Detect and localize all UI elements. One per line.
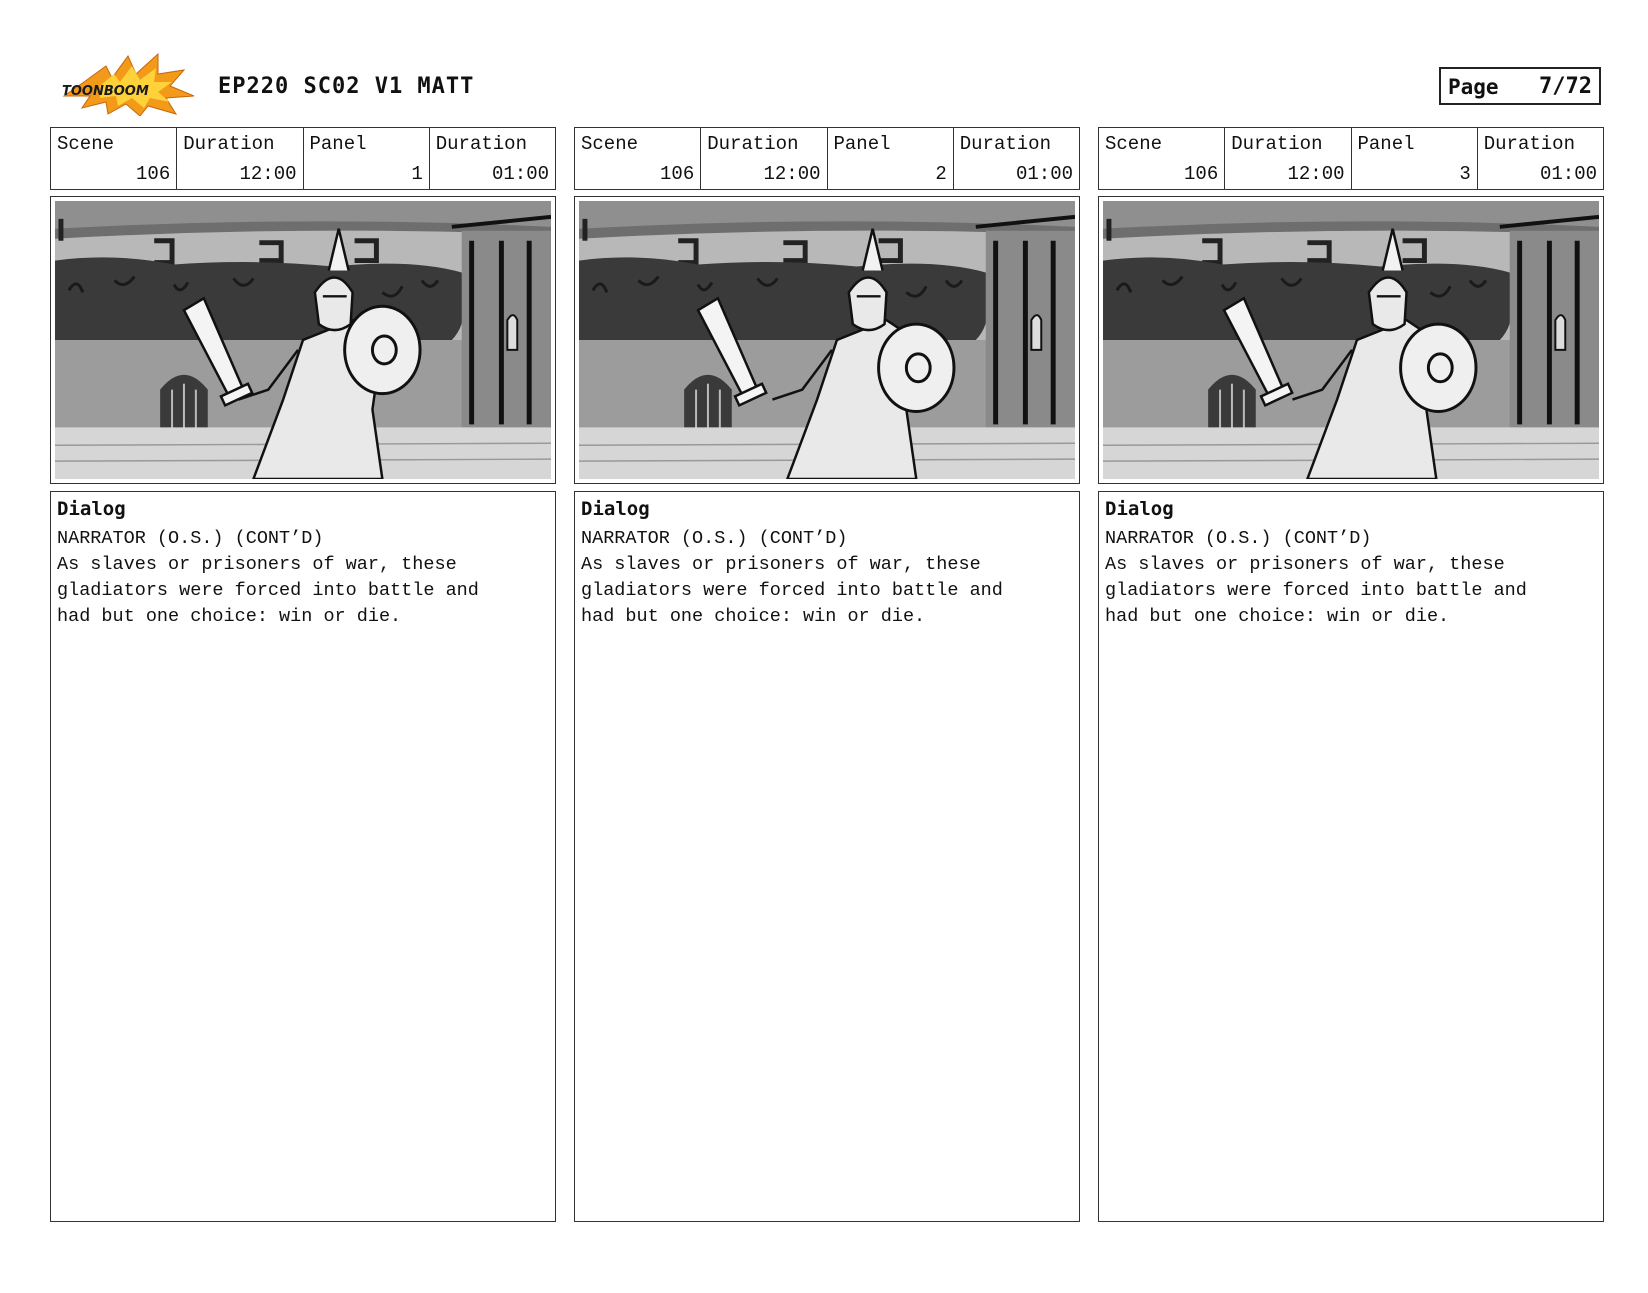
- dialog-line: had but one choice: win or die.: [581, 606, 926, 627]
- dialog-speaker: NARRATOR (O.S.) (CONT’D): [1105, 528, 1372, 549]
- panel-label: Panel: [309, 133, 367, 155]
- panel-duration-value: 01:00: [1539, 163, 1597, 185]
- panel-label: Panel: [1357, 133, 1415, 155]
- storyboard-panel: [50, 127, 556, 1222]
- panel-info-bar: [1098, 127, 1604, 190]
- panel-duration-value: 01:00: [491, 163, 549, 185]
- scene-label: Scene: [1105, 133, 1163, 155]
- duration-cell: [701, 128, 827, 189]
- dialog-line: had but one choice: win or die.: [57, 606, 402, 627]
- dialog-line: had but one choice: win or die.: [1105, 606, 1450, 627]
- panel-duration-label: Duration: [435, 133, 527, 155]
- duration-label: Duration: [183, 133, 275, 155]
- panel-info-bar: [50, 127, 556, 190]
- duration-value: 12:00: [239, 163, 297, 185]
- scene-cell: [51, 128, 177, 189]
- duration-cell: [177, 128, 303, 189]
- panel-duration-label: Duration: [1483, 133, 1575, 155]
- storyboard-panel: [574, 127, 1080, 1222]
- panel-frame: [574, 196, 1080, 484]
- panel-duration-value: 01:00: [1015, 163, 1073, 185]
- dialog-line: gladiators were forced into battle and: [57, 580, 479, 601]
- dialog-line: gladiators were forced into battle and: [581, 580, 1003, 601]
- storyboard-panel: [1098, 127, 1604, 1222]
- panel-cell: [828, 128, 954, 189]
- scene-label: Scene: [581, 133, 639, 155]
- dialog-heading: Dialog: [581, 498, 650, 520]
- panel-value: 3: [1459, 163, 1471, 185]
- panel-duration-cell: [1478, 128, 1603, 189]
- dialog-line: As slaves or prisoners of war, these: [57, 554, 457, 575]
- document-title: EP220 SC02 V1 MATT: [218, 74, 475, 99]
- dialog-line: gladiators were forced into battle and: [1105, 580, 1527, 601]
- dialog-box: [50, 491, 556, 1222]
- scene-cell: [575, 128, 701, 189]
- gladiator-sketch-image: [1103, 201, 1599, 479]
- scene-cell: [1099, 128, 1225, 189]
- panel-frame: [1098, 196, 1604, 484]
- dialog-box: [1098, 491, 1604, 1222]
- panel-duration-cell: [954, 128, 1079, 189]
- panel-value: 1: [411, 163, 423, 185]
- panel-value: 2: [935, 163, 947, 185]
- duration-value: 12:00: [1287, 163, 1345, 185]
- duration-cell: [1225, 128, 1351, 189]
- page-label: Page: [1448, 75, 1499, 99]
- scene-value: 106: [660, 163, 695, 185]
- dialog-line: As slaves or prisoners of war, these: [581, 554, 981, 575]
- toonboom-logo: [54, 52, 198, 116]
- panel-duration-label: Duration: [959, 133, 1051, 155]
- page-indicator: [1439, 67, 1601, 105]
- dialog-speaker: NARRATOR (O.S.) (CONT’D): [581, 528, 848, 549]
- duration-label: Duration: [1231, 133, 1323, 155]
- duration-label: Duration: [707, 133, 799, 155]
- panel-info-bar: [574, 127, 1080, 190]
- duration-value: 12:00: [763, 163, 821, 185]
- panel-label: Panel: [833, 133, 891, 155]
- scene-value: 106: [1184, 163, 1219, 185]
- panel-cell: [1352, 128, 1478, 189]
- dialog-heading: Dialog: [57, 498, 126, 520]
- panel-frame: [50, 196, 556, 484]
- page-number: 7/72: [1539, 74, 1592, 99]
- dialog-line: As slaves or prisoners of war, these: [1105, 554, 1505, 575]
- dialog-speaker: NARRATOR (O.S.) (CONT’D): [57, 528, 324, 549]
- scene-value: 106: [136, 163, 171, 185]
- gladiator-sketch-image: [55, 201, 551, 479]
- scene-label: Scene: [57, 133, 115, 155]
- gladiator-sketch-image: [579, 201, 1075, 479]
- dialog-box: [574, 491, 1080, 1222]
- panel-duration-cell: [430, 128, 555, 189]
- panel-cell: [304, 128, 430, 189]
- dialog-heading: Dialog: [1105, 498, 1174, 520]
- logo-text: TOONBOOM: [62, 84, 149, 99]
